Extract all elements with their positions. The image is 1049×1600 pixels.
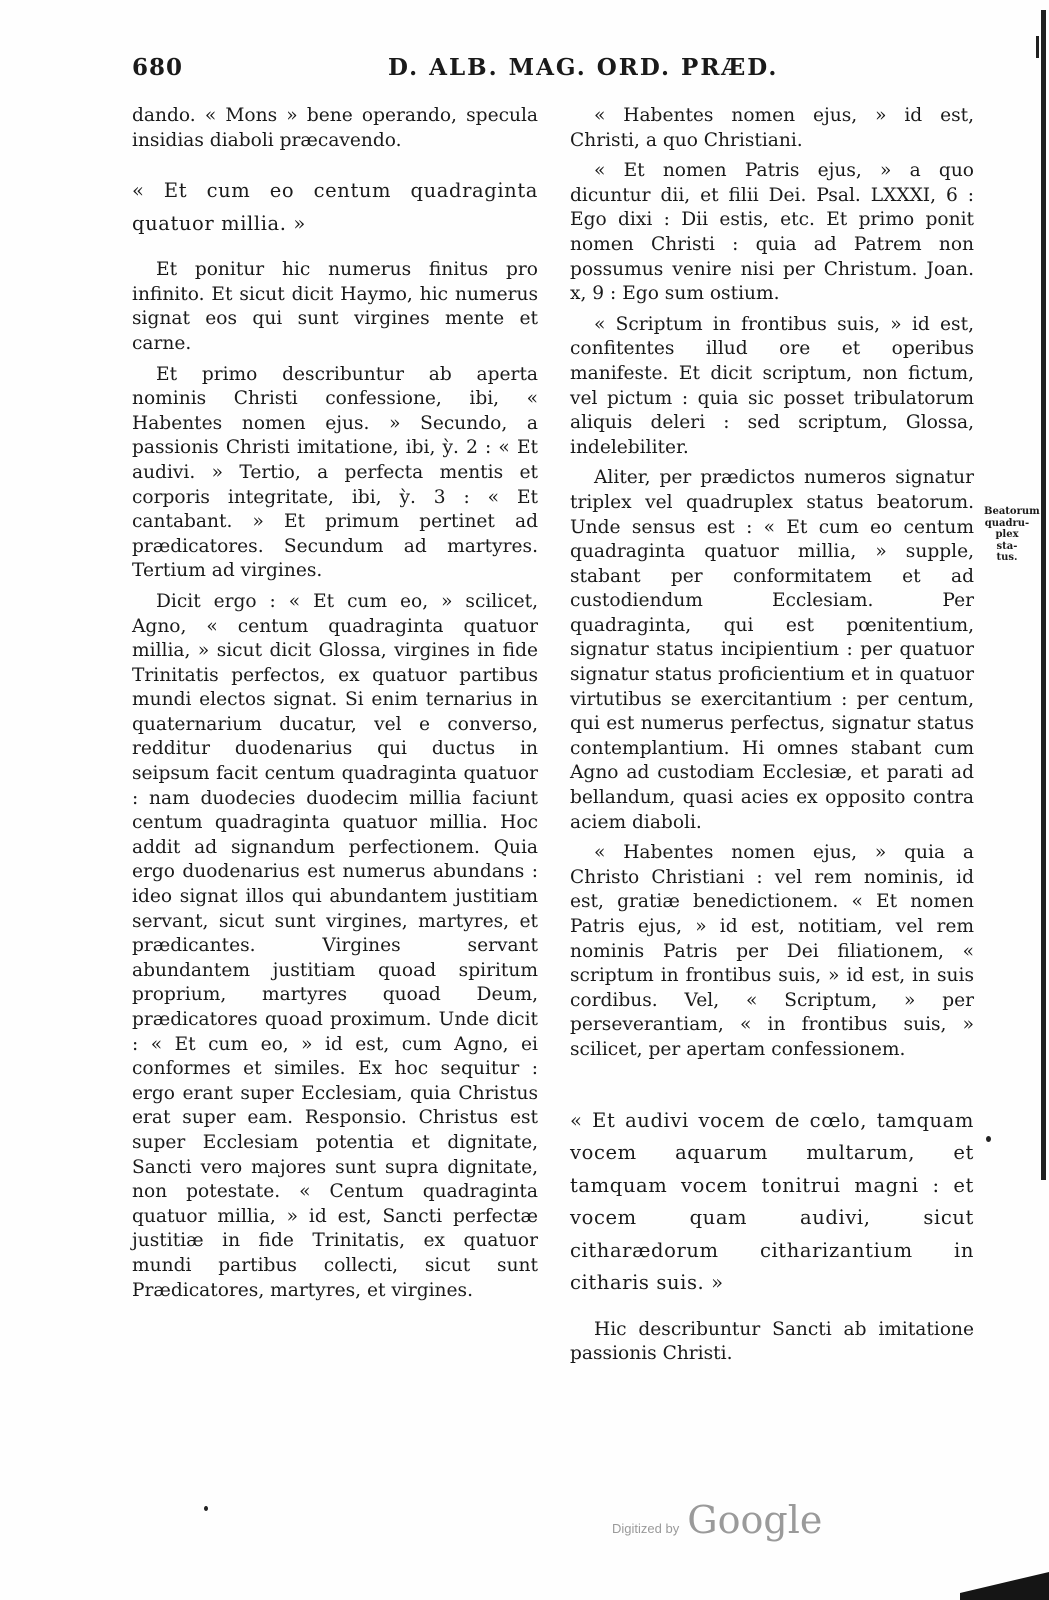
page-corner-shadow — [960, 1572, 1049, 1600]
ink-speck — [204, 1506, 208, 1511]
ink-speck — [986, 1136, 991, 1142]
left-paragraph-4: Dicit ergo : « Et cum eo, » scilicet, Agno, « centum quadraginta quatuor millia, » sicut dicit Glossa, virgines in fide Trinitatis perfectos, ex quatuor partibus mundi electos signat. Si enim ternarius in quaternarium ducatur, vel e converso, redditur duodenarius qui ductus in seipsum facit centum quadraginta quatuor : nam duodecies duodecim millia faciunt centum quadraginta quatuor millia. Hoc addit ad signandum perfectionem. Quia ergo duodenarius est numerus abundans : ideo signat illos qui abundantem justitiam servant, sicut sunt virgines, martyres, et prædicantes. Virgines servant abundantem justitiam quoad spiritum proprium, martyres quoad Deum, prædicatores quoad proximum. Unde dicit : « Et cum eo, » id est, cum Agno, ei conformes et similes. Ex hoc sequitur : ergo erant super Ecclesiam, quia Christus erat super eam. Responsio. Christus est super Ecclesiam potentia et dignitate, Sancti vero majores sunt supra dignitate, non potestate. « Centum quadraginta quatuor millia, » id est, Sancti perfectæ justitiæ in fide Trinitatis, ex quatuor mundi partibus collecti, sicut sunt Prædicatores, martyres, et virgines. — [132, 590, 538, 1301]
left-column — [132, 104, 538, 1303]
google-watermark — [612, 1498, 822, 1542]
margin-note-line: quadru- — [984, 517, 1030, 529]
margin-note-line: plex sta- — [995, 529, 1019, 552]
page-edge-shadow — [1041, 10, 1046, 1180]
right-paragraph-1: « Habentes nomen ejus, » id est, Christi, a quo Christiani. — [570, 105, 974, 151]
left-paragraph-1: dando. « Mons » bene operando, specula insidias diaboli præcavendo. — [132, 105, 538, 151]
right-paragraph-6: Hic describuntur Sancti ab imitatione passionis Christi. — [570, 1318, 974, 1365]
margin-note-line: Beatorum — [984, 506, 1040, 517]
margin-note — [984, 506, 1040, 564]
right-paragraph-5: « Habentes nomen ejus, » quia a Christo Christiani : vel rem nominis, id est, gratiæ benedictionem. « Et nomen Patris ejus, » id est, notitiam, vel rem nominis Patris per Dei filiationem, « scriptum in frontibus suis, » id est, in suis cordibus. Vel, « Scriptum, » per perseverantiam, « in frontibus suis, » scilicet, per apertam confessionem. — [570, 842, 974, 1060]
page-number: 680 — [132, 54, 184, 81]
right-paragraph-3: « Scriptum in frontibus suis, » id est, confitentes illud ore et operibus manifeste. Et dicit scriptum, non fictum, vel pictum : quia sic posset tribulatorum aliquis deleri : sed scriptum, Glossa, indelebiliter. — [570, 313, 974, 458]
margin-note-line: tus. — [996, 552, 1018, 563]
running-title: D. ALB. MAG. ORD. PRÆD. — [388, 54, 779, 81]
right-paragraph-2: « Et nomen Patris ejus, » a quo dicuntur dii, et filii Dei. Psal. LXXXI, 6 : Ego dixi : Dii estis, etc. Et primo ponit nomen Christi : quia ad Patrem non possumus venire nisi per Christum. Joan. x, 9 : Ego sum ostium. — [570, 160, 974, 305]
watermark-prefix: Digitized by — [612, 1521, 680, 1536]
left-verse-heading: « Et cum eo centum quadraginta quatuor millia. » — [132, 179, 538, 235]
right-paragraph-4: Aliter, per prædictos numeros signatur triplex vel quadruplex status beatorum. Unde sensus est : « Et cum eo centum quadraginta quatuor millia, » supple, stabant per conformitatem et ad custodiendum Ecclesiam. Per quadraginta, qui est pœnitentium, signatur status incipientium : per quatuor signatur status proficientium et in quatuor virtutibus se exercitantium : per centum, qui est numerus perfectus, signatur status contemplantium. Hi omnes stabant cum Agno ad custodiam Ecclesiæ, et parati ad bellandum, quasi acies ex opposito contra aciem diaboli. — [570, 467, 974, 833]
left-paragraph-2: Et ponitur hic numerus finitus pro infinito. Et sicut dicit Haymo, hic numerus signat eos qui sunt virgines mente et carne. — [132, 259, 538, 354]
right-verse-heading: « Et audivi vocem de cœlo, tamquam vocem aquarum multarum, et tamquam vocem tonitrui magni : et vocem quam audivi, sicut citharædorum citharizantium in citharis suis. » — [570, 1108, 974, 1295]
right-column — [570, 104, 974, 1367]
google-logo: Google — [687, 1498, 823, 1542]
page-edge-mark — [1036, 36, 1039, 58]
left-paragraph-3: Et primo describuntur ab aperta nominis Christi confessione, ibi, « Habentes nomen ejus. » Secundo, a passionis Christi imitatione, ibi, ỳ. 2 : « Et audivi. » Tertio, a perfecta mentis et corporis integritate, ibi, ỳ. 3 : « Et cantabant. » Et primum pertinet ad prædicatores. Secundum ad martyres. Tertium ad virgines. — [132, 363, 538, 582]
